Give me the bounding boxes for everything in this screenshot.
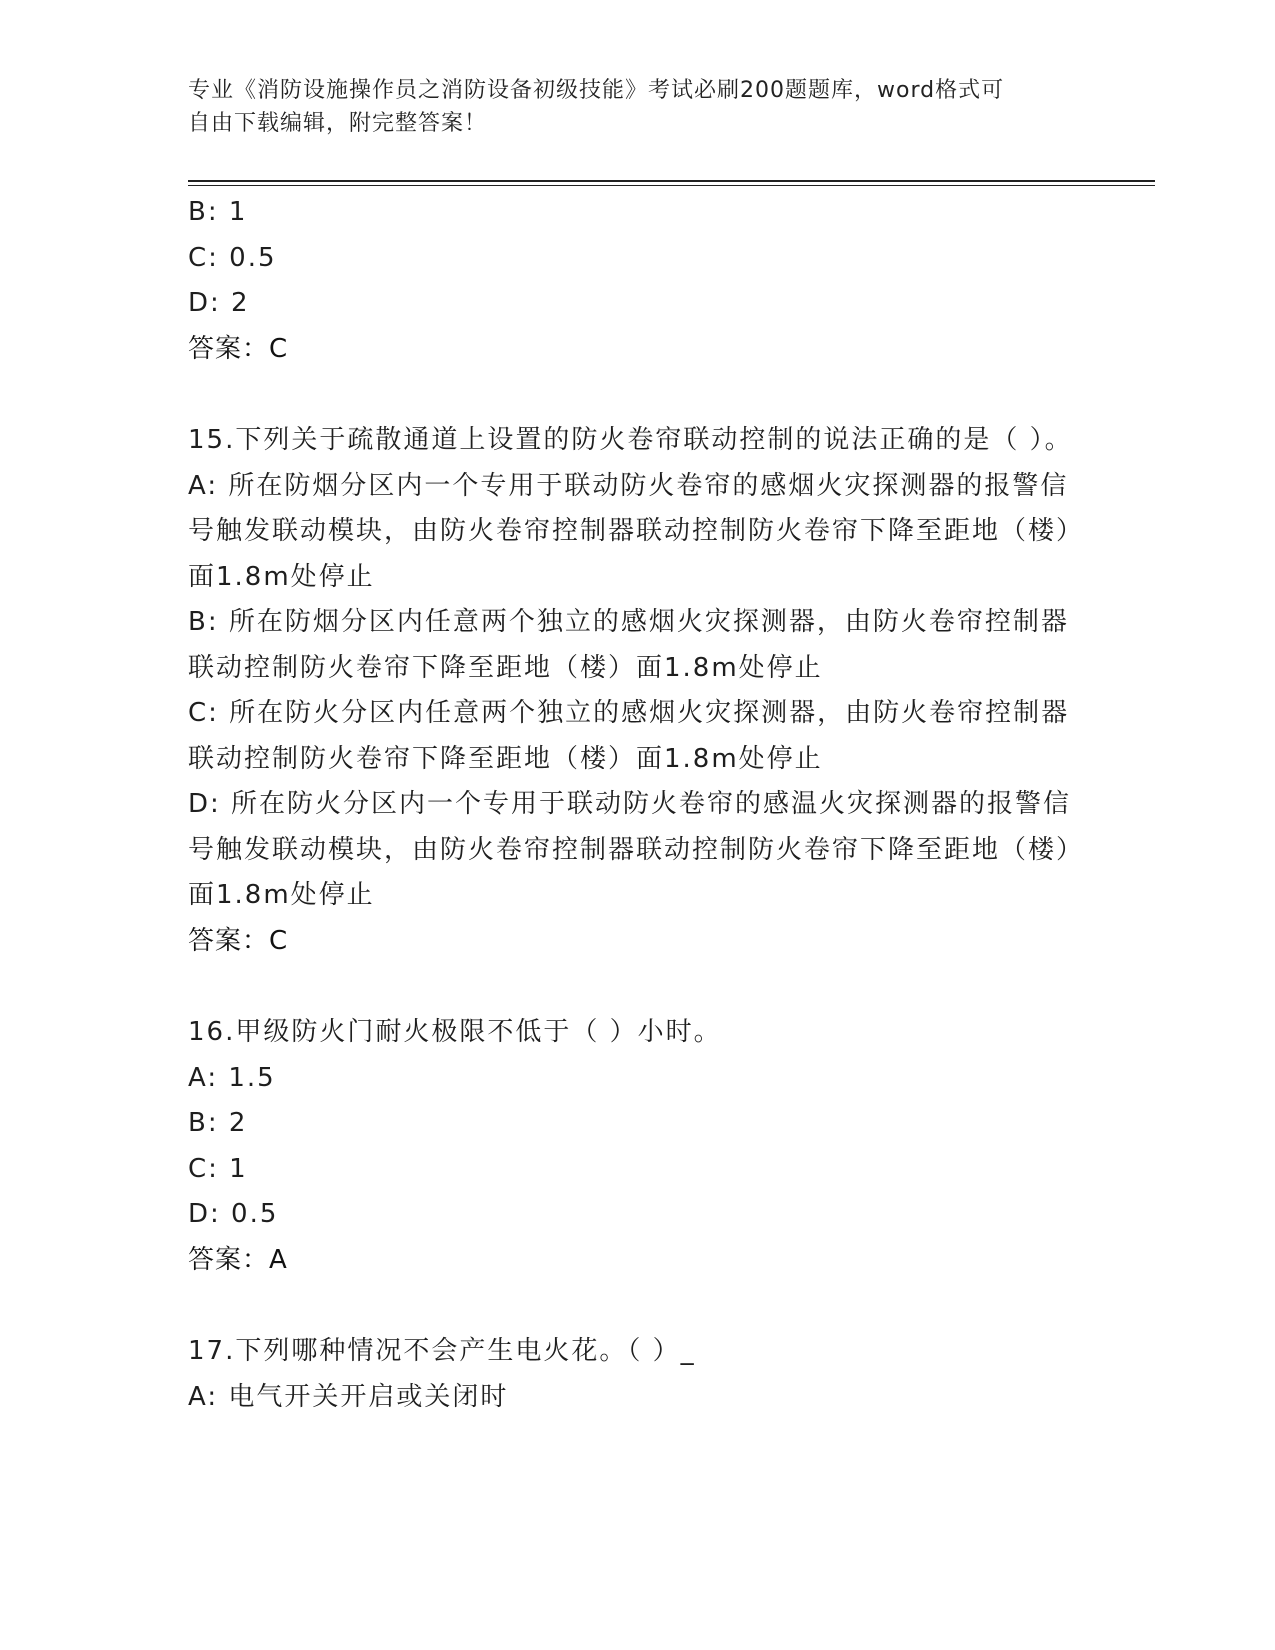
question-stem: 16.甲级防火门耐火极限不低于（ ）小时。 xyxy=(188,1017,722,1047)
header-line-2: 自由下载编辑，附完整答案！ xyxy=(188,111,488,136)
option-d: D: 所在防火分区内一个专用于联动防火卷帘的感温火灾探测器的报警信号触发联动模块，由防火卷帘控制器联动控制防火卷帘下降至距地（楼）面1.8m处停止 xyxy=(188,789,1085,910)
answer-line: 答案：A xyxy=(188,1244,288,1275)
option-c: C: 所在防火分区内任意两个独立的感烟火灾探测器，由防火卷帘控制器联动控制防火卷帘下降至距地（楼）面1.8m处停止 xyxy=(188,698,1070,774)
question-stem: 17.下列哪种情况不会产生电火花。（ ）_ xyxy=(188,1336,696,1366)
answer-line: 答案：C xyxy=(188,925,289,956)
spacer xyxy=(188,372,1088,418)
question-15 xyxy=(188,418,1088,964)
option-d: D: 2 xyxy=(188,288,250,318)
spacer xyxy=(188,964,1088,1010)
document-body xyxy=(188,190,1088,1420)
option-a: A: 所在防烟分区内一个专用于联动防火卷帘的感烟火灾探测器的报警信号触发联动模块，由防火卷帘控制器联动控制防火卷帘下降至距地（楼）面1.8m处停止 xyxy=(188,470,1085,592)
document-header xyxy=(188,74,1068,140)
option-a: A: 电气开关开启或关闭时 xyxy=(188,1381,509,1412)
option-c: C: 0.5 xyxy=(188,242,277,273)
answer-line: 答案：C xyxy=(188,333,289,364)
header-rule-thin xyxy=(188,185,1155,186)
question-stem: 15.下列关于疏散通道上设置的防火卷帘联动控制的说法正确的是（ ）。 xyxy=(188,425,1073,455)
question-17 xyxy=(188,1329,1088,1420)
option-b: B: 所在防烟分区内任意两个独立的感烟火灾探测器，由防火卷帘控制器联动控制防火卷帘下降至距地（楼）面1.8m处停止 xyxy=(188,607,1069,683)
header-line-1: 专业《消防设施操作员之消防设备初级技能》考试必刷200题题库，word格式可 xyxy=(188,78,1005,103)
option-b: B: 1 xyxy=(188,197,248,227)
spacer xyxy=(188,1283,1088,1329)
option-d: D: 0.5 xyxy=(188,1199,279,1229)
question-16 xyxy=(188,1010,1088,1283)
option-c: C: 1 xyxy=(188,1153,248,1184)
option-b: B: 2 xyxy=(188,1108,248,1138)
question-14-tail xyxy=(188,190,1088,372)
header-rule-thick xyxy=(188,180,1155,182)
option-a: A: 1.5 xyxy=(188,1062,276,1093)
